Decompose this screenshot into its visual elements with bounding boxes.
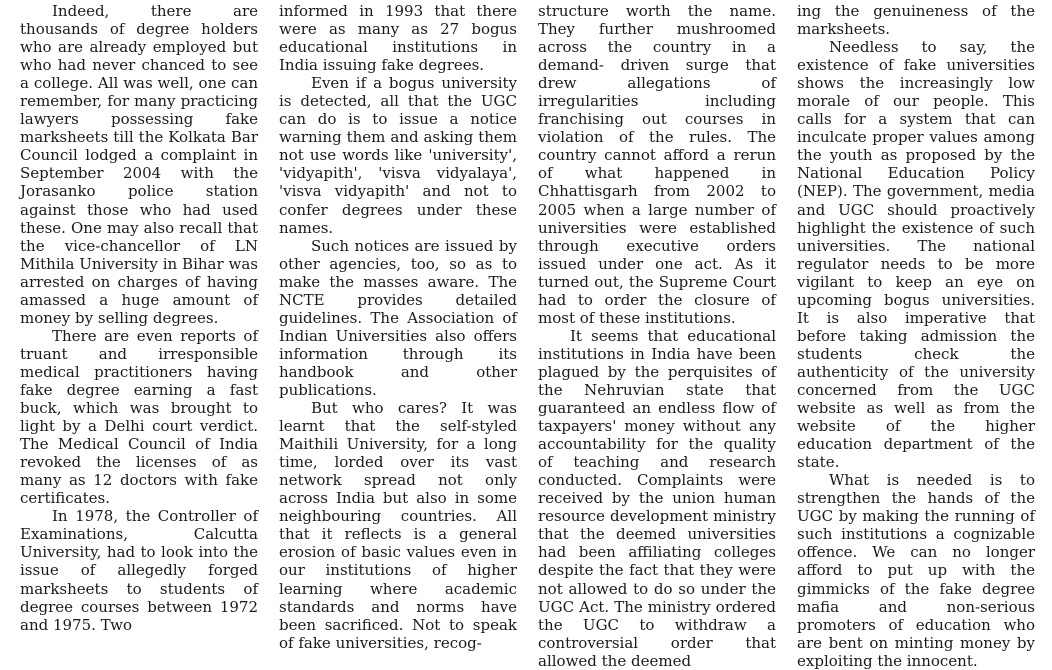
paragraph: Indeed, there are thousands of degree holders who are already employed but who had never chanced to see a college. All was well, one can remember, for many practicing lawyers possessing fake marksheets till the Kolkata Bar Council lodged a complaint in September 2004 with the Jorasanko police station against those who had used these. One may also recall that the vice-chancellor of LN Mithila University in Bihar was arrested on charges of having amassed a huge amount of money by selling degrees. [20, 2, 258, 327]
paragraph: Even if a bogus university is detected, all that the UGC can do is to issue a notice warning them and asking them not use words like 'university', 'vidyapith', 'visva vidyalaya', 'visva vidyapith' and not to confer degrees under these names. [279, 74, 517, 237]
paragraph: But who cares? It was learnt that the self-styled Maithili University, for a long time, lorded over its vast network spread not only across India but also in some neighbouring countries. All that it reflects is a general erosion of basic values even in our institutions of higher learning where academic standards and norms have been sacrificed. Not to speak of fake universities, recog- [279, 399, 517, 652]
paragraph: informed in 1993 that there were as many as 27 bogus educational institutions in India issuing fake degrees. [279, 2, 517, 75]
paragraph: It seems that educational institutions in India have been plagued by the perquisites of the Nehruvian state that guaranteed an endless flow of taxpayers' money without any accountability for the quality of teaching and research conducted. Complaints were received by the union human resource development ministry that the deemed universities had been affiliating colleges despite the fact that they were not allowed to do so under the UGC Act. The ministry ordered the UGC to withdraw a controversial order that allowed the deemed [538, 326, 776, 670]
article-column-4 [797, 2, 1035, 670]
paragraph: ing the genuineness of the marksheets. [797, 2, 1035, 39]
paragraph: In 1978, the Controller of Examinations, Calcutta University, had to look into the issue of allegedly forged marksheets to students of degree courses between 1972 and 1975. Two [20, 507, 258, 634]
paragraph: structure worth the name. They further mushroomed across the country in a demand- driven surge that drew allegations of irregularities including franchising out courses in violation of the rules. The country cannot afford a rerun of what happened in Chhattisgarh from 2002 to 2005 when a large number of universities were established through executive orders issued under one act. As it turned out, the Supreme Court had to order the closure of most of these institutions. [538, 2, 776, 327]
paragraph: Such notices are issued by other agencies, too, so as to make the masses aware. The NCTE provides detailed guidelines. The Association of Indian Universities also offers information through its handbook and other publications. [279, 236, 517, 399]
article-column-1 [20, 2, 258, 634]
article-column-3 [538, 2, 776, 670]
paragraph: Needless to say, the existence of fake universities shows the increasingly low morale of our people. This calls for a system that can inculcate proper values among the youth as proposed by the National Education Policy (NEP). The government, media and UGC should proactively highlight the existence of such universities. The national regulator needs to be more vigilant to keep an eye on upcoming bogus universities. It is also imperative that before taking admission the students check the authenticity of the university concerned from the UGC website as well as from the website of the higher education department of the state. [797, 38, 1035, 472]
article-column-2 [279, 2, 517, 652]
paragraph: There are even reports of truant and irresponsible medical practitioners having fake degree earning a fast buck, which was brought to light by a Delhi court verdict. The Medical Council of India revoked the licenses of as many as 12 doctors with fake certificates. [20, 326, 258, 508]
paragraph: What is needed is to strengthen the hands of the UGC by making the running of such institutions a cognizable offence. We can no longer afford to put up with the gimmicks of the fake degree mafia and non-serious promoters of education who are bent on minting money by exploiting the innocent. [797, 471, 1035, 670]
